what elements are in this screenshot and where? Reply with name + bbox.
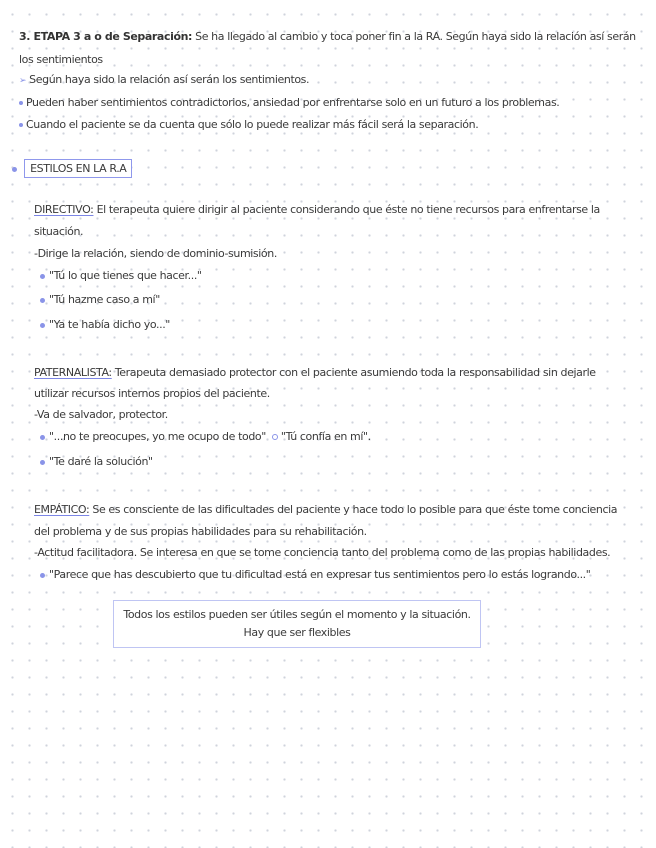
empatico-desc-line2: del problema y de sus propias habilidades para su rehabilitación. — [34, 525, 367, 538]
stage3-bullet-2 — [19, 96, 559, 109]
bullet-dot-icon — [40, 435, 45, 440]
directivo-desc-line2: situación. — [34, 225, 84, 238]
empatico-line1 — [34, 503, 617, 516]
summary-note-box — [113, 600, 481, 648]
empatico-name: EMPÁTICO: — [34, 503, 90, 516]
stage3-bullet-text: Pueden haber sentimientos contradictorios, ansiedad por enfrentarse solo en un futuro a los problemas. — [26, 96, 560, 109]
quote-text: "Tú lo que tienes que hacer..." — [49, 269, 202, 282]
quote-text: "Parece que has descubierto que tu dificultad está en expresar tus sentimientos pero lo estás logrando..." — [49, 568, 591, 581]
stage3-text-line1: Se ha llegado al cambio y toca poner fin a la RA. Según haya sido la relación así serán — [195, 30, 636, 43]
bullet-dot-icon — [19, 101, 23, 105]
quote-text: "Ya te había dicho yo..." — [49, 318, 170, 331]
directivo-quote-2 — [40, 293, 160, 306]
quote-text: "Tú confía en mí". — [280, 430, 371, 443]
bullet-dot-icon — [40, 274, 45, 279]
bullet-dot-icon — [12, 167, 17, 172]
quote-text: "Te daré la solución" — [49, 455, 153, 468]
paternalista-line1 — [34, 366, 596, 379]
bullet-dot-icon — [19, 123, 23, 127]
arrow-bullet-icon: ➢ — [19, 76, 27, 86]
paternalista-dash: -Va de salvador, protector. — [34, 408, 168, 421]
stage3-title: 3. ETAPA 3 a o de Separación: — [19, 30, 193, 43]
stage3-bullet-text: Según haya sido la relación así serán los sentimientos. — [29, 73, 310, 86]
ring-bullet-icon — [272, 434, 278, 440]
paternalista-quote-1 — [40, 430, 371, 443]
bullet-dot-icon — [40, 460, 45, 465]
paternalista-desc-line1: Terapeuta demasiado protector con el paciente asumiendo toda la responsabilidad sin dejarle — [114, 366, 596, 379]
empatico-quote — [40, 568, 590, 581]
empatico-desc-line1: Se es consciente de las dificultades del paciente y hace todo lo posible para que éste tome conciencia — [92, 503, 618, 516]
stage3-text-line2: los sentimientos — [19, 53, 103, 66]
note-line-2: Hay que ser flexibles — [243, 626, 351, 639]
directivo-quote-1 — [40, 269, 202, 282]
quote-text: "Tú hazme caso a mí" — [49, 293, 160, 306]
stage3-bullet-3 — [19, 118, 478, 131]
bullet-dot-icon — [40, 298, 45, 303]
empatico-dash: -Actitud facilitadora. Se interesa en que se tome conciencia tanto del problema como de las propias habilidades. — [34, 546, 611, 559]
directivo-dash: -Dirige la relación, siendo de dominio-sumisión. — [34, 247, 277, 260]
bullet-dot-icon — [40, 323, 45, 328]
stage3-bullet-1 — [19, 73, 309, 86]
paternalista-desc-line2: utilizar recursos internos propios del paciente. — [34, 387, 270, 400]
directivo-desc-line1: El terapeuta quiere dirigir al paciente considerando que éste no tiene recursos para enfrentarse la — [96, 203, 600, 216]
paternalista-name: PATERNALISTA: — [34, 366, 112, 379]
stage3-line1 — [19, 30, 636, 43]
bullet-dot-icon — [40, 573, 45, 578]
stage3-bullet-text: Cuando el paciente se da cuenta que sólo lo puede realizar más fácil será la separación. — [26, 118, 479, 131]
directivo-line1 — [34, 203, 600, 216]
note-line-1: Todos los estilos pueden ser útiles según el momento y la situación. — [123, 608, 471, 621]
quote-text: "...no te preocupes, yo me ocupo de todo" — [49, 430, 266, 443]
directivo-name: DIRECTIVO: — [34, 203, 94, 216]
styles-heading: ESTILOS EN LA R.A — [24, 159, 132, 178]
paternalista-quote-2 — [40, 455, 153, 468]
styles-heading-row — [12, 162, 132, 175]
directivo-quote-3 — [40, 318, 170, 331]
